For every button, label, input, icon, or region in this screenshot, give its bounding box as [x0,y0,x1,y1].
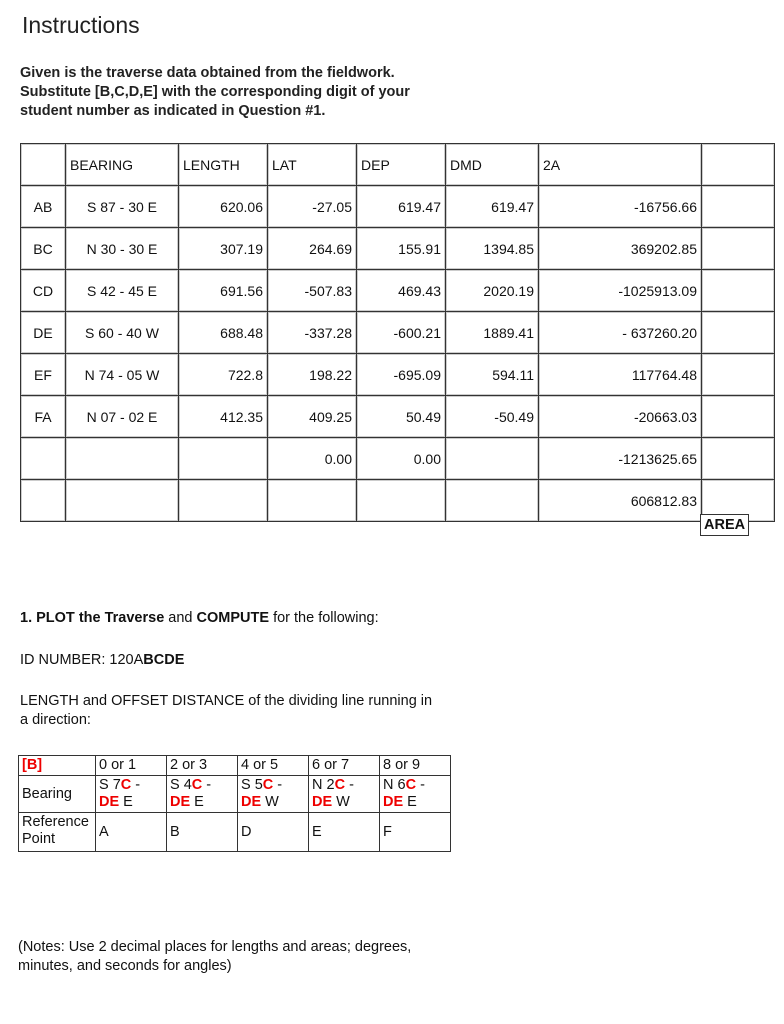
dmd-cell: 2020.19 [446,270,539,312]
bearing-option: S 4C - DE E [167,776,238,813]
double-area-cell: -20663.03 [539,396,702,438]
length-cell: 620.06 [179,186,268,228]
bearing-cell: N 07 - 02 E [66,396,179,438]
empty-cell [357,480,446,522]
reference-point: A [96,813,167,852]
empty-cell [66,438,179,480]
dmd-cell: 594.11 [446,354,539,396]
table-row [21,270,775,312]
bearing-option: N 2C - DE W [309,776,380,813]
empty-cell [179,438,268,480]
bearing-cell: N 74 - 05 W [66,354,179,396]
line-label: AB [21,186,66,228]
dep-cell: 155.91 [357,228,446,270]
length-cell: 412.35 [179,396,268,438]
lat-cell: 264.69 [268,228,357,270]
bearing-row [19,776,451,813]
q1-compute: COMPUTE [196,610,270,626]
lat-cell: -27.05 [268,186,357,228]
area-label: AREA [700,514,749,536]
double-area-cell: - 637260.20 [539,312,702,354]
option-cell: 6 or 7 [309,756,380,776]
empty-cell [66,480,179,522]
empty-cell [446,480,539,522]
line-label: DE [21,312,66,354]
id-number-label: ID NUMBER: 120A [20,652,144,668]
bearing-cell: N 30 - 30 E [66,228,179,270]
dep-cell: -600.21 [357,312,446,354]
dmd-cell: 1889.41 [446,312,539,354]
dep-cell: 619.47 [357,186,446,228]
totals-row [21,438,775,480]
empty-cell [702,354,775,396]
header-lat: LAT [268,144,357,186]
q1-plot: PLOT the Traverse [36,610,165,626]
table-row [21,396,775,438]
empty-cell [179,480,268,522]
option-cell: 4 or 5 [238,756,309,776]
line-label: CD [21,270,66,312]
table-row [21,312,775,354]
header-length: LENGTH [179,144,268,186]
bearing-option: N 6C - DE E [380,776,451,813]
lat-cell: -507.83 [268,270,357,312]
q1-number: 1. [20,610,33,626]
lat-cell: 198.22 [268,354,357,396]
table-row [21,228,775,270]
area-row [21,480,775,522]
header-dmd: DMD [446,144,539,186]
dep-cell: -695.09 [357,354,446,396]
empty-cell [702,186,775,228]
header-2a: 2A [539,144,702,186]
dmd-cell: -50.49 [446,396,539,438]
traverse-header-row [21,144,775,186]
lat-cell: -337.28 [268,312,357,354]
empty-cell [702,438,775,480]
reference-point: D [238,813,309,852]
double-area-cell: 369202.85 [539,228,702,270]
line-label: BC [21,228,66,270]
empty-cell [702,396,775,438]
empty-cell [702,228,775,270]
dep-cell: 50.49 [357,396,446,438]
q1-and: and [168,610,193,626]
length-offset-text: LENGTH and OFFSET DISTANCE of the dividing line running in a direction: [20,693,433,728]
direction-header-row [19,756,451,776]
header-bearing: BEARING [66,144,179,186]
double-area-cell: 117764.48 [539,354,702,396]
option-cell: 0 or 1 [96,756,167,776]
id-number [20,652,184,668]
id-number-digits: BCDE [143,652,185,668]
lat-total: 0.00 [268,438,357,480]
table-row [21,354,775,396]
empty-cell [702,270,775,312]
line-label: EF [21,354,66,396]
double-area-cell: -1025913.09 [539,270,702,312]
option-cell: 2 or 3 [167,756,238,776]
dmd-cell: 619.47 [446,186,539,228]
area-value: 606812.83 [539,480,702,522]
empty-cell [21,480,66,522]
length-cell: 688.48 [179,312,268,354]
empty-cell [446,438,539,480]
length-cell: 307.19 [179,228,268,270]
empty-cell [702,312,775,354]
bearing-cell: S 87 - 30 E [66,186,179,228]
direction-table [18,755,451,852]
bearing-label: Bearing [19,776,96,813]
line-label: FA [21,396,66,438]
empty-cell [268,480,357,522]
bearing-cell: S 60 - 40 W [66,312,179,354]
reference-point: E [309,813,380,852]
header-dep: DEP [357,144,446,186]
reference-row [19,813,451,852]
traverse-table [20,143,775,522]
header-cell-blank-end [702,144,775,186]
dep-total: 0.00 [357,438,446,480]
notes: (Notes: Use 2 decimal places for lengths and areas; degrees, minutes, and seconds for angles) [18,939,412,974]
page-title: Instructions [22,12,140,38]
length-cell: 691.56 [179,270,268,312]
question-1 [20,610,379,626]
bearing-cell: S 42 - 45 E [66,270,179,312]
empty-cell [21,438,66,480]
reference-point: B [167,813,238,852]
double-area-total: -1213625.65 [539,438,702,480]
double-area-cell: -16756.66 [539,186,702,228]
option-cell: 8 or 9 [380,756,451,776]
reference-point: F [380,813,451,852]
header-cell-blank [21,144,66,186]
bearing-option: S 7C - DE E [96,776,167,813]
length-cell: 722.8 [179,354,268,396]
table-row [21,186,775,228]
q1-rest: for the following: [273,610,379,626]
dmd-cell: 1394.85 [446,228,539,270]
bearing-option: S 5C - DE W [238,776,309,813]
intro-text: Given is the traverse data obtained from the fieldwork. Substitute [B,C,D,E] with the corresponding digit of your student number as indicated in Question #1. [20,65,410,119]
reference-label: Reference Point [19,813,96,852]
digit-b-label: [B] [22,757,43,773]
lat-cell: 409.25 [268,396,357,438]
dep-cell: 469.43 [357,270,446,312]
